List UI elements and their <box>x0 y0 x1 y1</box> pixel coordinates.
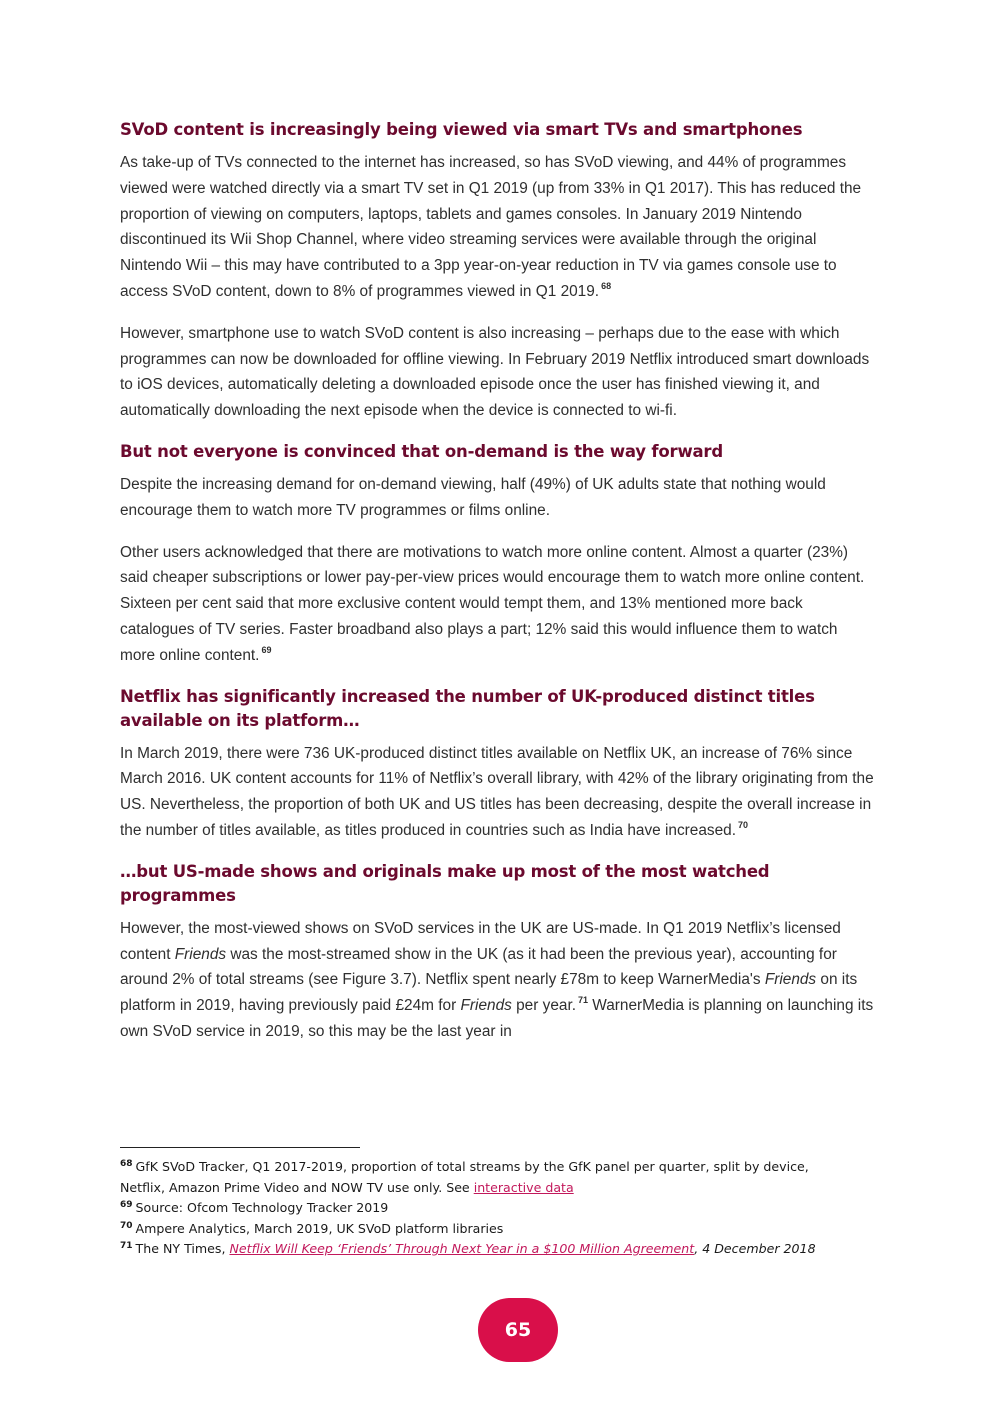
title-friends-2: Friends <box>764 971 817 989</box>
paragraph-uk-titles: In March 2019, there were 736 UK-produced distinct titles available on Netflix UK, an increase of 76% since March 2016. UK content accounts for 11% of Netflix’s overall library, with 42% of the library originating from the US. Nevertheless, the proportion of both UK and US titles has been decreasing, despite the overall increase in the number of titles available, as titles produced in countries such as India have increased. $^{70}$ <box>120 744 874 839</box>
title-friends-3: Friends <box>460 997 512 1015</box>
footnote-68: $^{68}$ GfK SVoD Tracker, Q1 2017-2019, proportion of total streams by the GfK panel per quarter, split by device, <box>120 1159 809 1174</box>
paragraph-smartphone: However, smartphone use to watch SVoD content is also increasing – perhaps due to the ease with which programmes can now be downloaded for offline viewing. In February 2019 Netflix introduced smart downloads to iOS devices, automatically deleting a downloaded episode once the user has finished viewing it, and automatically downloading the next episode when the device is connected to wi-fi. <box>120 324 870 420</box>
heading-smart-tv: SVoD content is increasingly being viewed via smart TVs and smartphones <box>120 120 803 139</box>
footnotes <box>120 1157 880 1260</box>
footnote-ref-68[interactable]: 68 <box>601 280 612 291</box>
heading-not-convinced: But not everyone is convinced that on-demand is the way forward <box>120 441 723 461</box>
footnote-70: $^{70}$ Ampere Analytics, March 2019, UK SVoD platform libraries <box>120 1220 504 1236</box>
nytimes-article-link[interactable]: Netflix Will Keep ‘Friends’ Through Next Year in a $100 Million Agreement <box>229 1241 695 1257</box>
footnote-ref-69[interactable]: 69 <box>261 644 272 655</box>
footnote-ref-71[interactable]: 71 <box>578 995 589 1006</box>
footnote-71: $^{71}$ The NY Times, Netflix Will Keep ‘Friends’ Through Next Year in a $100 Million Agreement, 4 December 2018 <box>120 1241 816 1257</box>
footnote-ref-70[interactable]: 70 <box>737 819 748 830</box>
paragraph-smart-tv: As take-up of TVs connected to the internet has increased, so has SVoD viewing, and 44% of programmes viewed were watched directly via a smart TV set in Q1 2019 (up from 33% in Q1 2017). This has reduced the proportion of viewing on computers, laptops, tablets and games consoles. In January 2019 Nintendo discontinued its Wii Shop Channel, where video streaming services were available through the original Nintendo Wii – this may have contributed to a 3pp year-on-year reduction in TV via games console use to access SVoD content, down to 8% of programmes viewed in Q1 2019. $^{68}$ <box>120 154 862 300</box>
page-body <box>120 118 876 1061</box>
heading-us-shows: …but US-made shows and originals make up most of the most watched programmes <box>120 861 770 905</box>
paragraph-half-adults: Despite the increasing demand for on-demand viewing, half (49%) of UK adults state that nothing would encourage them to watch more TV programmes or films online. <box>120 475 826 519</box>
page-number-badge: 65 <box>478 1298 558 1362</box>
paragraph-motivations: Other users acknowledged that there are motivations to watch more online content. Almost a quarter (23%) said cheaper subscriptions or lower pay-per-view prices would encourage them to watch more online content. Sixteen per cent said that more exclusive content would tempt them, and 13% mentioned more back catalogues of TV series. Faster broadband also plays a part; 12% said this would influence them to watch more online content. $^{69}$ <box>120 543 865 664</box>
footnote-68-line2: Netflix, Amazon Prime Video and NOW TV use only. See interactive data <box>120 1179 574 1195</box>
footnote-divider <box>120 1147 360 1148</box>
heading-uk-titles: Netflix has significantly increased the number of UK-produced distinct titles available on its platform… <box>120 686 815 730</box>
interactive-data-link[interactable]: interactive data <box>473 1179 574 1195</box>
paragraph-us-shows: However, the most-viewed shows on SVoD services in the UK are US-made. In Q1 2019 Netflix’s licensed content Friends was the most-streamed show in the UK (as it had been the previous year), accounting for around 2% of total streams (see Figure 3.7). Netflix spent nearly £78m to keep WarnerMedia's Friends on its platform in 2019, having previously paid £24m for Friends per year. $^{71}$ WarnerMedia is planning on launching its own SVoD service in 2019, so this may be the last year in <box>120 919 874 1040</box>
footnote-69: $^{69}$ Source: Ofcom Technology Tracker 2019 <box>120 1200 389 1216</box>
title-friends-1: Friends <box>174 945 227 963</box>
